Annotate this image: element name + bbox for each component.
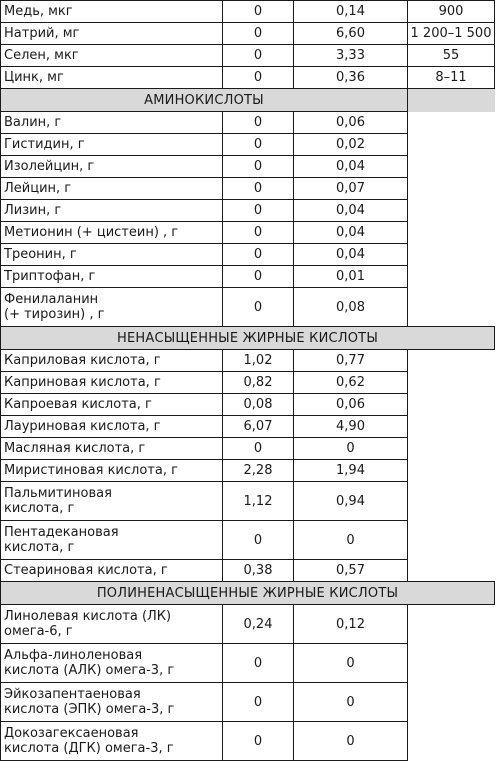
table-row <box>1 560 495 582</box>
table-row <box>1 67 495 89</box>
value-cell: 0 <box>223 722 294 761</box>
row-label-text: Пальмитиновая кислота, г <box>4 486 112 516</box>
row-label-text: Докозагексаеновая кислота (ДГК) омега-3, г <box>4 726 174 756</box>
table-row <box>1 521 495 560</box>
section-header-row <box>1 89 495 112</box>
row-label: Натрий, мг <box>1 23 223 45</box>
value-cell: 0,04 <box>294 156 408 178</box>
section-title-polyunsaturated: ПОЛИНЕНАСЫЩЕННЫЕ ЖИРНЫЕ КИСЛОТЫ <box>1 582 495 605</box>
value-cell: 0,04 <box>294 244 408 266</box>
value-cell: 3,33 <box>294 45 408 67</box>
row-label-text: Фенилаланин (+ тирозин) , г <box>4 292 105 322</box>
value-cell: 0 <box>294 521 408 560</box>
value-cell: 4,90 <box>294 416 408 438</box>
norm-cell: 55 <box>408 45 495 67</box>
row-label-text: Линолевая кислота (ЛК) омега-6, г <box>4 609 172 639</box>
value-cell: 0 <box>294 683 408 722</box>
value-cell: 6,07 <box>223 416 294 438</box>
table-row <box>1 288 495 327</box>
value-cell: 0 <box>223 438 294 460</box>
row-label <box>1 521 223 560</box>
row-label: Лауриновая кислота, г <box>1 416 223 438</box>
value-cell: 0 <box>223 67 294 89</box>
value-cell: 6,60 <box>294 23 408 45</box>
value-cell: 0,94 <box>294 482 408 521</box>
value-cell: 1,94 <box>294 460 408 482</box>
section-header-row <box>1 582 495 605</box>
value-cell: 0 <box>223 683 294 722</box>
value-cell: 2,28 <box>223 460 294 482</box>
row-label: Масляная кислота, г <box>1 438 223 460</box>
row-label: Цинк, мг <box>1 67 223 89</box>
row-label: Триптофан, г <box>1 266 223 288</box>
table-row <box>1 350 495 372</box>
value-cell: 0 <box>223 156 294 178</box>
value-cell: 0 <box>294 722 408 761</box>
value-cell: 0,24 <box>223 605 294 644</box>
value-cell: 0 <box>223 45 294 67</box>
value-cell: 0,36 <box>294 67 408 89</box>
value-cell: 0 <box>294 438 408 460</box>
norm-cell: 1 200–1 500 <box>408 23 495 45</box>
row-label: Каприловая кислота, г <box>1 350 223 372</box>
row-label: Гистидин, г <box>1 134 223 156</box>
table-row <box>1 722 495 761</box>
table-row <box>1 1 495 23</box>
row-label: Стеариновая кислота, г <box>1 560 223 582</box>
value-cell: 0,12 <box>294 605 408 644</box>
value-cell: 0 <box>223 178 294 200</box>
table-row <box>1 372 495 394</box>
table-row <box>1 416 495 438</box>
row-label: Лейцин, г <box>1 178 223 200</box>
value-cell: 0 <box>223 23 294 45</box>
row-label: Изолейцин, г <box>1 156 223 178</box>
table-row <box>1 683 495 722</box>
row-label: Селен, мкг <box>1 45 223 67</box>
value-cell: 1,12 <box>223 482 294 521</box>
row-label-text: Пентадекановая кислота, г <box>4 525 119 555</box>
value-cell: 0,82 <box>223 372 294 394</box>
table-row <box>1 482 495 521</box>
table-row <box>1 178 495 200</box>
table-row <box>1 23 495 45</box>
value-cell: 0,08 <box>223 394 294 416</box>
row-label: Валин, г <box>1 112 223 134</box>
value-cell: 0,01 <box>294 266 408 288</box>
row-label-text: Эйкозапентаеновая кислота (ЭПК) омега-3, г <box>4 687 175 717</box>
table-row <box>1 200 495 222</box>
value-cell: 0,62 <box>294 372 408 394</box>
value-cell: 0,06 <box>294 394 408 416</box>
row-label: Миристиновая кислота, г <box>1 460 223 482</box>
value-cell: 0,07 <box>294 178 408 200</box>
row-label <box>1 482 223 521</box>
value-cell: 0,08 <box>294 288 408 327</box>
table-row <box>1 222 495 244</box>
value-cell: 0,38 <box>223 560 294 582</box>
section-header-row <box>1 327 495 350</box>
value-cell: 0 <box>223 521 294 560</box>
row-label <box>1 605 223 644</box>
section-title-unsaturated: НЕНАСЫЩЕННЫЕ ЖИРНЫЕ КИСЛОТЫ <box>1 327 495 350</box>
row-label: Лизин, г <box>1 200 223 222</box>
section-title-amino: АМИНОКИСЛОТЫ <box>1 89 408 112</box>
value-cell: 1,02 <box>223 350 294 372</box>
row-label: Каприновая кислота, г <box>1 372 223 394</box>
table-row <box>1 112 495 134</box>
value-cell: 0,57 <box>294 560 408 582</box>
value-cell: 0 <box>223 288 294 327</box>
row-label <box>1 683 223 722</box>
value-cell: 0,04 <box>294 200 408 222</box>
value-cell: 0,77 <box>294 350 408 372</box>
table-row <box>1 394 495 416</box>
table-row <box>1 156 495 178</box>
row-label: Треонин, г <box>1 244 223 266</box>
value-cell: 0 <box>294 644 408 683</box>
value-cell: 0,06 <box>294 112 408 134</box>
row-label <box>1 644 223 683</box>
value-cell: 0,14 <box>294 1 408 23</box>
row-label <box>1 288 223 327</box>
value-cell: 0 <box>223 112 294 134</box>
value-cell: 0 <box>223 134 294 156</box>
value-cell: 0,04 <box>294 222 408 244</box>
row-label-text: Альфа-линоленовая кислота (АЛК) омега-3, г <box>4 648 175 678</box>
table-row <box>1 438 495 460</box>
norm-cell: 8–11 <box>408 67 495 89</box>
table-row <box>1 644 495 683</box>
row-label: Медь, мкг <box>1 1 223 23</box>
row-label: Капроевая кислота, г <box>1 394 223 416</box>
table-row <box>1 45 495 67</box>
norm-cell: 900 <box>408 1 495 23</box>
table-row <box>1 605 495 644</box>
value-cell: 0,02 <box>294 134 408 156</box>
value-cell: 0 <box>223 244 294 266</box>
value-cell: 0 <box>223 1 294 23</box>
value-cell: 0 <box>223 266 294 288</box>
value-cell: 0 <box>223 200 294 222</box>
row-label <box>1 722 223 761</box>
value-cell: 0 <box>223 222 294 244</box>
table-row <box>1 460 495 482</box>
table-row <box>1 134 495 156</box>
table-row <box>1 266 495 288</box>
row-label: Метионин (+ цистеин) , г <box>1 222 223 244</box>
value-cell: 0 <box>223 644 294 683</box>
table-row <box>1 244 495 266</box>
